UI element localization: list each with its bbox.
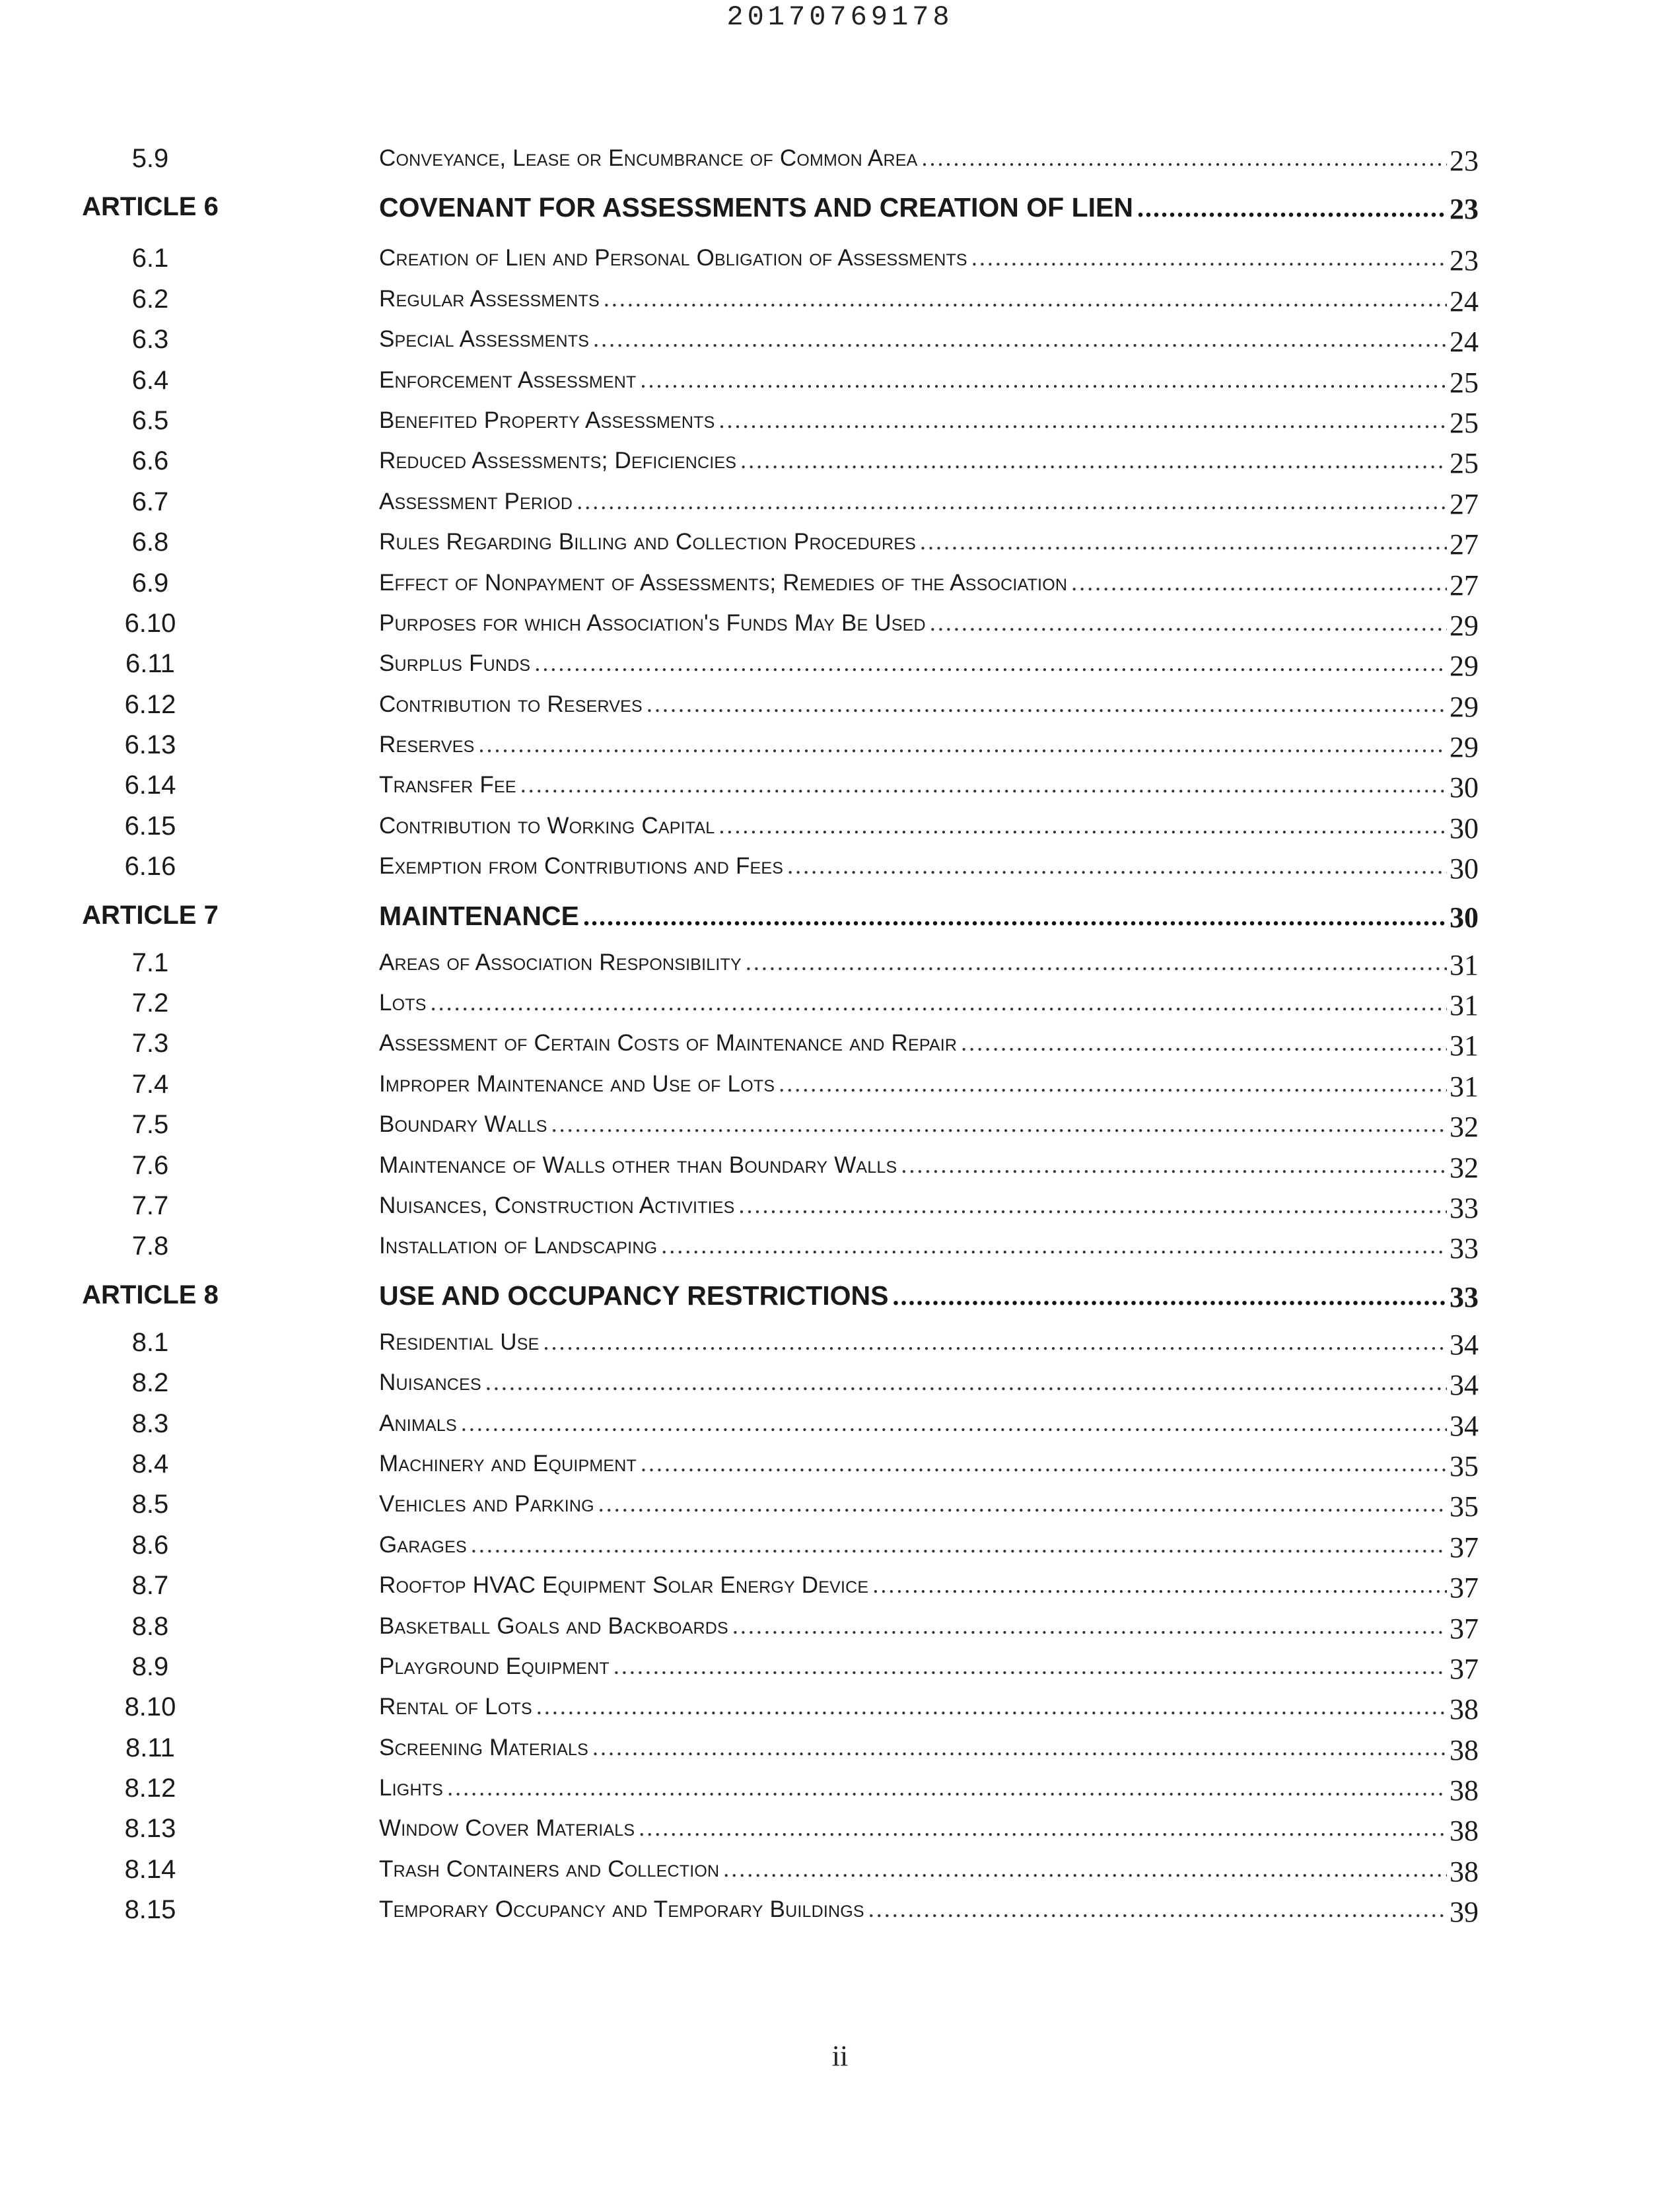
toc-entry — [379, 901, 1479, 932]
dot-leader — [864, 1895, 1479, 1923]
section-number: 8.11 — [125, 1733, 175, 1762]
toc-entry — [379, 1855, 1479, 1883]
toc-section-row — [0, 244, 1680, 284]
section-number: 8.13 — [124, 1814, 176, 1844]
toc-section-row — [0, 1571, 1680, 1611]
section-title: Playground Equipment — [379, 1653, 610, 1679]
toc-page-number: 25 — [1447, 446, 1479, 480]
dot-leader — [457, 1409, 1479, 1437]
toc-page-number: 38 — [1447, 1733, 1479, 1767]
dot-leader — [926, 609, 1479, 637]
section-number: 6.13 — [124, 730, 176, 760]
section-number: 8.8 — [131, 1611, 169, 1641]
toc-section-row — [0, 690, 1680, 730]
toc-section-row — [0, 1110, 1680, 1150]
toc-entry — [379, 1571, 1479, 1599]
toc-page-number: 34 — [1447, 1409, 1479, 1443]
toc-article-row — [0, 893, 1680, 948]
toc-article-row — [0, 1272, 1680, 1328]
section-title: Rental of Lots — [379, 1694, 532, 1720]
toc-section-row — [0, 285, 1680, 325]
section-number: 6.3 — [131, 325, 169, 355]
toc-entry — [379, 1232, 1479, 1259]
toc-entry — [379, 1733, 1479, 1761]
toc-entry — [379, 144, 1479, 172]
section-number: 7.7 — [131, 1191, 169, 1220]
toc-section-row — [0, 1328, 1680, 1368]
toc-entry — [379, 1070, 1479, 1097]
toc-section-row — [0, 406, 1680, 446]
toc-page-number: 33 — [1447, 1280, 1479, 1314]
section-title: Enforcement Assessment — [379, 366, 637, 393]
toc-section-row — [0, 1151, 1680, 1191]
section-title: Basketball Goals and Backboards — [379, 1613, 728, 1639]
section-number: 8.4 — [131, 1449, 169, 1478]
toc-entry — [379, 1328, 1479, 1356]
toc-section-row — [0, 1232, 1680, 1272]
dot-leader — [600, 285, 1479, 312]
toc-section-row — [0, 144, 1680, 184]
section-title: Contribution to Reserves — [379, 691, 643, 717]
toc-section-row — [0, 366, 1680, 406]
toc-page-number: 30 — [1447, 852, 1479, 885]
toc-page-number: 31 — [1447, 1070, 1479, 1103]
dot-leader — [467, 1531, 1479, 1558]
toc-entry — [379, 1531, 1479, 1558]
toc-entry — [379, 609, 1479, 637]
toc-section-row — [0, 1409, 1680, 1449]
dot-leader — [637, 1449, 1479, 1477]
article-number: ARTICLE 7 — [82, 900, 219, 930]
toc-section-row — [0, 1612, 1680, 1652]
dot-leader — [736, 446, 1479, 474]
page-number: ii — [831, 2040, 849, 2072]
toc-page-number: 30 — [1447, 901, 1479, 934]
toc-page-number: 37 — [1447, 1652, 1479, 1686]
section-number: 7.6 — [131, 1150, 169, 1180]
dot-leader — [635, 1814, 1479, 1842]
section-title: Special Assessments — [379, 326, 590, 353]
toc-entry — [379, 192, 1479, 223]
toc-section-row — [0, 771, 1680, 811]
dot-leader — [481, 1368, 1479, 1396]
toc-section-row — [0, 1531, 1680, 1571]
toc-entry — [379, 1449, 1479, 1477]
dot-leader — [957, 1029, 1479, 1057]
toc-section-row — [0, 1029, 1680, 1069]
section-title: Reserves — [379, 732, 475, 758]
dot-leader — [1067, 569, 1479, 596]
dot-leader — [516, 771, 1479, 798]
section-number: 8.9 — [131, 1651, 169, 1681]
section-number: 8.1 — [131, 1327, 169, 1357]
dot-leader — [917, 144, 1479, 172]
section-number: 6.2 — [131, 284, 169, 314]
toc-entry — [379, 1110, 1479, 1138]
dot-leader — [540, 1328, 1479, 1356]
section-title: Nuisances, Construction Activities — [379, 1192, 735, 1218]
toc-section-row — [0, 1774, 1680, 1814]
article-number: ARTICLE 6 — [82, 192, 219, 222]
toc-page-number: 37 — [1447, 1571, 1479, 1605]
toc-section-row — [0, 1733, 1680, 1774]
toc-entry — [379, 690, 1479, 718]
section-title: Residential Use — [379, 1329, 540, 1355]
toc-section-row — [0, 487, 1680, 528]
section-title: Lots — [379, 990, 427, 1016]
toc-section-row — [0, 649, 1680, 689]
toc-section-row — [0, 1692, 1680, 1733]
toc-entry — [379, 1191, 1479, 1219]
section-title: Improper Maintenance and Use of Lots — [379, 1070, 775, 1097]
section-number: 6.6 — [131, 446, 169, 476]
section-title: Screening Materials — [379, 1734, 589, 1760]
dot-leader — [610, 1652, 1479, 1680]
dot-leader — [1133, 192, 1479, 223]
toc-section-row — [0, 1895, 1680, 1935]
section-title: Reduced Assessments; Deficiencies — [379, 448, 737, 474]
section-number: 8.10 — [124, 1692, 176, 1722]
toc-entry — [379, 1814, 1479, 1842]
document-number: 20170769178 — [726, 1, 954, 33]
table-of-contents — [0, 144, 1680, 1936]
section-number: 8.12 — [124, 1774, 176, 1803]
section-number: 6.4 — [131, 365, 169, 395]
section-title: Vehicles and Parking — [379, 1491, 594, 1517]
dot-leader — [735, 1191, 1479, 1219]
dot-leader — [579, 901, 1479, 932]
dot-leader — [783, 852, 1479, 880]
toc-page-number: 29 — [1447, 690, 1479, 724]
dot-leader — [573, 487, 1479, 515]
section-number: 8.15 — [124, 1895, 176, 1925]
section-title: Temporary Occupancy and Temporary Buildings — [379, 1896, 864, 1923]
dot-leader — [594, 1490, 1479, 1517]
toc-section-row — [0, 1855, 1680, 1895]
toc-entry — [379, 1692, 1479, 1720]
toc-entry — [379, 285, 1479, 312]
section-number: 6.11 — [125, 649, 175, 679]
toc-section-row — [0, 609, 1680, 649]
section-title: Maintenance of Walls other than Boundary Walls — [379, 1152, 897, 1178]
toc-page-number: 32 — [1447, 1151, 1479, 1185]
toc-section-row — [0, 325, 1680, 365]
section-title: Areas of Association Responsibility — [379, 949, 742, 975]
toc-page-number: 37 — [1447, 1612, 1479, 1646]
toc-entry — [379, 852, 1479, 880]
section-number: 6.7 — [131, 487, 169, 516]
section-number: 8.7 — [131, 1571, 169, 1601]
toc-entry — [379, 1490, 1479, 1517]
toc-page-number: 24 — [1447, 325, 1479, 359]
toc-section-row — [0, 852, 1680, 892]
section-number: 8.14 — [124, 1854, 176, 1884]
section-number: 8.2 — [131, 1368, 169, 1398]
toc-section-row — [0, 1449, 1680, 1490]
toc-entry — [379, 446, 1479, 474]
toc-entry — [379, 948, 1479, 976]
section-title: Conveyance, Lease or Encumbrance of Common Area — [379, 145, 918, 171]
dot-leader — [742, 948, 1479, 976]
section-number: 6.5 — [131, 405, 169, 435]
section-number: 8.3 — [131, 1408, 169, 1438]
toc-page-number: 33 — [1447, 1191, 1479, 1225]
toc-section-row — [0, 948, 1680, 989]
toc-page-number: 29 — [1447, 609, 1479, 642]
toc-page-number: 29 — [1447, 649, 1479, 683]
section-number: 6.14 — [124, 771, 176, 800]
section-title: Regular Assessments — [379, 285, 600, 312]
toc-section-row — [0, 989, 1680, 1029]
toc-entry — [379, 487, 1479, 515]
section-title: Rules Regarding Billing and Collection Procedures — [379, 529, 917, 555]
toc-page-number: 31 — [1447, 1029, 1479, 1062]
toc-page-number: 23 — [1447, 144, 1479, 178]
section-title: Nuisances — [379, 1370, 481, 1396]
toc-entry — [379, 1280, 1479, 1311]
toc-section-row — [0, 569, 1680, 609]
article-title: COVENANT FOR ASSESSMENTS AND CREATION OF LIEN — [379, 192, 1133, 223]
section-title: Assessment Period — [379, 488, 573, 514]
toc-entry — [379, 730, 1479, 758]
toc-entry — [379, 1895, 1479, 1923]
dot-leader — [475, 730, 1479, 758]
toc-section-row — [0, 1814, 1680, 1854]
toc-entry — [379, 1409, 1479, 1437]
dot-leader — [897, 1151, 1479, 1179]
dot-leader — [636, 366, 1479, 394]
dot-leader — [775, 1070, 1479, 1097]
toc-page-number: 23 — [1447, 244, 1479, 277]
toc-section-row — [0, 1191, 1680, 1232]
toc-section-row — [0, 1490, 1680, 1530]
toc-page-number: 23 — [1447, 192, 1479, 226]
toc-entry — [379, 244, 1479, 271]
section-number: 6.9 — [131, 568, 169, 598]
section-number: 7.4 — [131, 1069, 169, 1099]
toc-section-row — [0, 730, 1680, 771]
toc-entry — [379, 1151, 1479, 1179]
section-title: Rooftop HVAC Equipment Solar Energy Device — [379, 1572, 869, 1599]
toc-entry — [379, 989, 1479, 1016]
section-number: 6.16 — [124, 852, 176, 882]
section-title: Contribution to Working Capital — [379, 812, 715, 839]
dot-leader — [967, 244, 1479, 271]
section-title: Lights — [379, 1775, 444, 1801]
toc-entry — [379, 325, 1479, 353]
toc-entry — [379, 569, 1479, 596]
section-title: Garages — [379, 1531, 467, 1558]
toc-entry — [379, 528, 1479, 555]
toc-article-row — [0, 184, 1680, 244]
dot-leader — [728, 1612, 1479, 1640]
article-title: USE AND OCCUPANCY RESTRICTIONS — [379, 1280, 889, 1311]
toc-section-row — [0, 812, 1680, 852]
section-title: Purposes for which Association's Funds May Be Used — [379, 609, 926, 636]
toc-page-number: 27 — [1447, 528, 1479, 561]
section-number: 5.9 — [131, 144, 169, 173]
dot-leader — [427, 989, 1479, 1016]
section-title: Surplus Funds — [379, 650, 531, 677]
toc-page-number: 27 — [1447, 487, 1479, 521]
section-number: 7.2 — [131, 989, 169, 1018]
section-title: Exemption from Contributions and Fees — [379, 853, 784, 880]
toc-page-number: 39 — [1447, 1895, 1479, 1929]
dot-leader — [532, 1692, 1479, 1720]
article-title: MAINTENANCE — [379, 900, 579, 931]
toc-page-number: 32 — [1447, 1110, 1479, 1144]
toc-section-row — [0, 1652, 1680, 1692]
toc-section-row — [0, 1368, 1680, 1408]
toc-entry — [379, 406, 1479, 434]
toc-page-number: 27 — [1447, 569, 1479, 602]
toc-page-number: 31 — [1447, 948, 1479, 982]
dot-leader — [547, 1110, 1479, 1138]
dot-leader — [916, 528, 1479, 555]
toc-entry — [379, 1774, 1479, 1801]
toc-page-number: 29 — [1447, 730, 1479, 764]
section-number: 7.1 — [131, 948, 169, 977]
article-number: ARTICLE 8 — [82, 1280, 219, 1309]
toc-page-number: 31 — [1447, 989, 1479, 1022]
toc-page-number: 35 — [1447, 1449, 1479, 1483]
toc-entry — [379, 1029, 1479, 1057]
section-number: 6.15 — [124, 811, 176, 841]
section-title: Creation of Lien and Personal Obligation of Assessments — [379, 245, 967, 271]
section-number: 7.8 — [131, 1232, 169, 1261]
toc-page-number: 30 — [1447, 771, 1479, 804]
section-title: Trash Containers and Collection — [379, 1856, 720, 1882]
dot-leader — [443, 1774, 1479, 1801]
section-title: Installation of Landscaping — [379, 1233, 658, 1259]
dot-leader — [643, 690, 1479, 718]
toc-page-number: 38 — [1447, 1692, 1479, 1726]
toc-page-number: 24 — [1447, 285, 1479, 318]
section-number: 8.6 — [131, 1530, 169, 1560]
section-title: Boundary Walls — [379, 1111, 547, 1138]
dot-leader — [588, 1733, 1479, 1761]
dot-leader — [868, 1571, 1479, 1599]
toc-entry — [379, 771, 1479, 798]
section-number: 6.1 — [131, 244, 169, 273]
section-number: 6.8 — [131, 528, 169, 557]
toc-page-number: 25 — [1447, 366, 1479, 399]
toc-page-number: 34 — [1447, 1328, 1479, 1362]
toc-page-number: 38 — [1447, 1774, 1479, 1807]
toc-page-number: 30 — [1447, 812, 1479, 845]
toc-entry — [379, 1652, 1479, 1680]
dot-leader — [888, 1280, 1479, 1311]
dot-leader — [719, 1855, 1479, 1883]
toc-page-number: 33 — [1447, 1232, 1479, 1265]
dot-leader — [715, 406, 1479, 434]
toc-entry — [379, 649, 1479, 677]
dot-leader — [657, 1232, 1479, 1259]
section-title: Effect of Nonpayment of Assessments; Remedies of the Association — [379, 569, 1068, 596]
toc-section-row — [0, 446, 1680, 487]
section-number: 6.12 — [124, 689, 176, 719]
toc-page-number: 37 — [1447, 1531, 1479, 1564]
toc-entry — [379, 1368, 1479, 1396]
dot-leader — [589, 325, 1479, 353]
section-title: Animals — [379, 1410, 457, 1436]
section-title: Transfer Fee — [379, 772, 516, 798]
toc-entry — [379, 1612, 1479, 1640]
toc-page-number: 38 — [1447, 1814, 1479, 1848]
section-title: Assessment of Certain Costs of Maintenance and Repair — [379, 1030, 958, 1057]
dot-leader — [715, 812, 1479, 839]
toc-page-number: 35 — [1447, 1490, 1479, 1523]
toc-entry — [379, 812, 1479, 839]
toc-page-number: 38 — [1447, 1855, 1479, 1889]
section-title: Window Cover Materials — [379, 1815, 635, 1842]
toc-entry — [379, 366, 1479, 394]
dot-leader — [530, 649, 1479, 677]
section-number: 7.5 — [131, 1110, 169, 1140]
toc-page-number: 25 — [1447, 406, 1479, 440]
section-title: Benefited Property Assessments — [379, 407, 715, 433]
section-number: 8.5 — [131, 1490, 169, 1519]
section-title: Machinery and Equipment — [379, 1450, 637, 1476]
toc-page-number: 34 — [1447, 1368, 1479, 1402]
section-number: 6.10 — [124, 608, 176, 638]
toc-section-row — [0, 1070, 1680, 1110]
toc-section-row — [0, 528, 1680, 568]
section-number: 7.3 — [131, 1029, 169, 1059]
